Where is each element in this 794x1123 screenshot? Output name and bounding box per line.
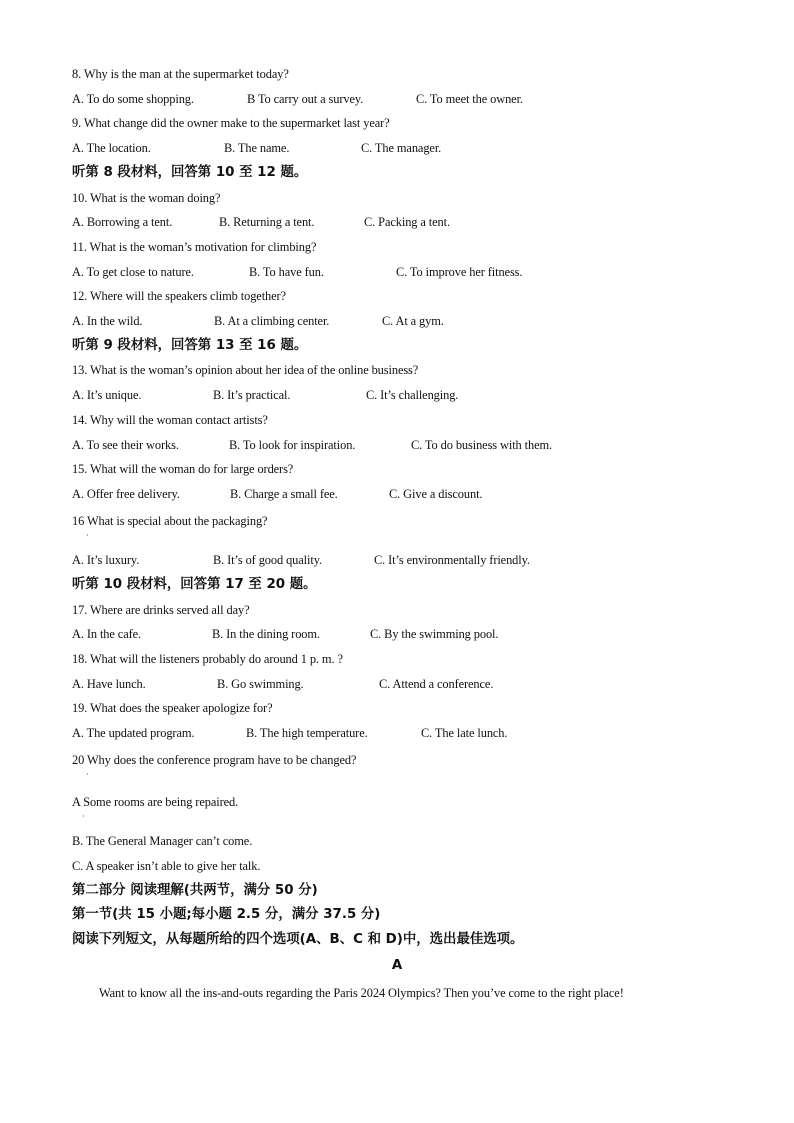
- option-a: A. It’s unique.: [72, 388, 142, 402]
- option-c: C. To do business with them.: [411, 438, 553, 452]
- passage-text: Want to know all the ins-and-outs regarding the Paris 2024 Olympics? Then you’ve come to the right place!: [99, 986, 624, 1000]
- option-a: A. Offer free delivery.: [72, 487, 180, 501]
- option-a: A. To do some shopping.: [72, 92, 194, 106]
- question-14-stem: 14. Why will the woman contact artists?: [72, 413, 268, 427]
- option-a: A. It’s luxury.: [72, 553, 140, 567]
- part-2-heading: 第二部分 阅读理解(共两节，满分 50 分): [72, 883, 318, 898]
- question-20-option-a: A Some rooms are being repaired.: [72, 795, 239, 809]
- option-a: A. The location.: [72, 141, 151, 155]
- stray-dot: ·: [86, 531, 89, 540]
- option-a: A. Have lunch.: [72, 677, 146, 691]
- option-c: C. The late lunch.: [421, 726, 508, 740]
- question-17-stem: 17. Where are drinks served all day?: [72, 603, 250, 617]
- option-a: A. In the cafe.: [72, 627, 142, 641]
- question-11-stem: 11. What is the woman’s motivation for climbing?: [72, 240, 317, 254]
- option-b: B. Charge a small fee.: [230, 487, 338, 501]
- question-20-option-c: C. A speaker isn’t able to give her talk.: [72, 859, 261, 873]
- option-c: C. It’s challenging.: [366, 388, 459, 402]
- option-b: B. To look for inspiration.: [229, 438, 356, 452]
- option-b: B. It’s practical.: [213, 388, 291, 402]
- option-b: B To carry out a survey.: [247, 92, 364, 106]
- option-b: B. To have fun.: [249, 265, 324, 279]
- option-b: B. In the dining room.: [212, 627, 320, 641]
- option-b: B. The high temperature.: [246, 726, 368, 740]
- section-1-heading: 第一节(共 15 小题;每小题 2.5 分，满分 37.5 分): [72, 907, 381, 922]
- question-8-stem: 8. Why is the man at the supermarket today?: [72, 67, 289, 81]
- stray-dot: ·: [82, 812, 85, 821]
- question-20-option-b: B. The General Manager can’t come.: [72, 834, 253, 848]
- question-16-stem: 16 What is special about the packaging?: [72, 514, 268, 528]
- option-c: C. Attend a conference.: [379, 677, 494, 691]
- option-b: B. Returning a tent.: [219, 215, 315, 229]
- option-c: C. The manager.: [361, 141, 442, 155]
- section-heading-8: 听第 8 段材料，回答第 10 至 12 题。: [72, 165, 308, 180]
- question-9-stem: 9. What change did the owner make to the supermarket last year?: [72, 116, 390, 130]
- question-12-stem: 12. Where will the speakers climb together?: [72, 289, 286, 303]
- option-a: A. Borrowing a tent.: [72, 215, 173, 229]
- option-c: C. To improve her fitness.: [396, 265, 523, 279]
- option-a: A. In the wild.: [72, 314, 143, 328]
- question-15-stem: 15. What will the woman do for large orders?: [72, 462, 294, 476]
- option-c: C. Give a discount.: [389, 487, 483, 501]
- reading-instruction: 阅读下列短文，从每题所给的四个选项(A、B、C 和 D)中，选出最佳选项。: [72, 932, 524, 947]
- option-c: C. Packing a tent.: [364, 215, 450, 229]
- question-20-stem: 20 Why does the conference program have to be changed?: [72, 753, 357, 767]
- option-a: A. The updated program.: [72, 726, 195, 740]
- option-b: B. At a climbing center.: [214, 314, 330, 328]
- section-heading-10: 听第 10 段材料，回答第 17 至 20 题。: [72, 577, 317, 592]
- option-c: C. By the swimming pool.: [370, 627, 499, 641]
- option-c: C. At a gym.: [382, 314, 444, 328]
- option-a: A. To see their works.: [72, 438, 179, 452]
- stray-dot: ·: [86, 770, 89, 779]
- question-18-stem: 18. What will the listeners probably do around 1 p. m. ?: [72, 652, 343, 666]
- question-13-stem: 13. What is the woman’s opinion about her idea of the online business?: [72, 363, 419, 377]
- option-c: C. It’s environmentally friendly.: [374, 553, 530, 567]
- option-b: B. It’s of good quality.: [213, 553, 322, 567]
- option-c: C. To meet the owner.: [416, 92, 523, 106]
- question-19-stem: 19. What does the speaker apologize for?: [72, 701, 273, 715]
- section-heading-9: 听第 9 段材料，回答第 13 至 16 题。: [72, 338, 308, 353]
- option-b: B. The name.: [224, 141, 290, 155]
- question-10-stem: 10. What is the woman doing?: [72, 191, 221, 205]
- passage-label: A: [391, 958, 403, 973]
- option-b: B. Go swimming.: [217, 677, 304, 691]
- option-a: A. To get close to nature.: [72, 265, 194, 279]
